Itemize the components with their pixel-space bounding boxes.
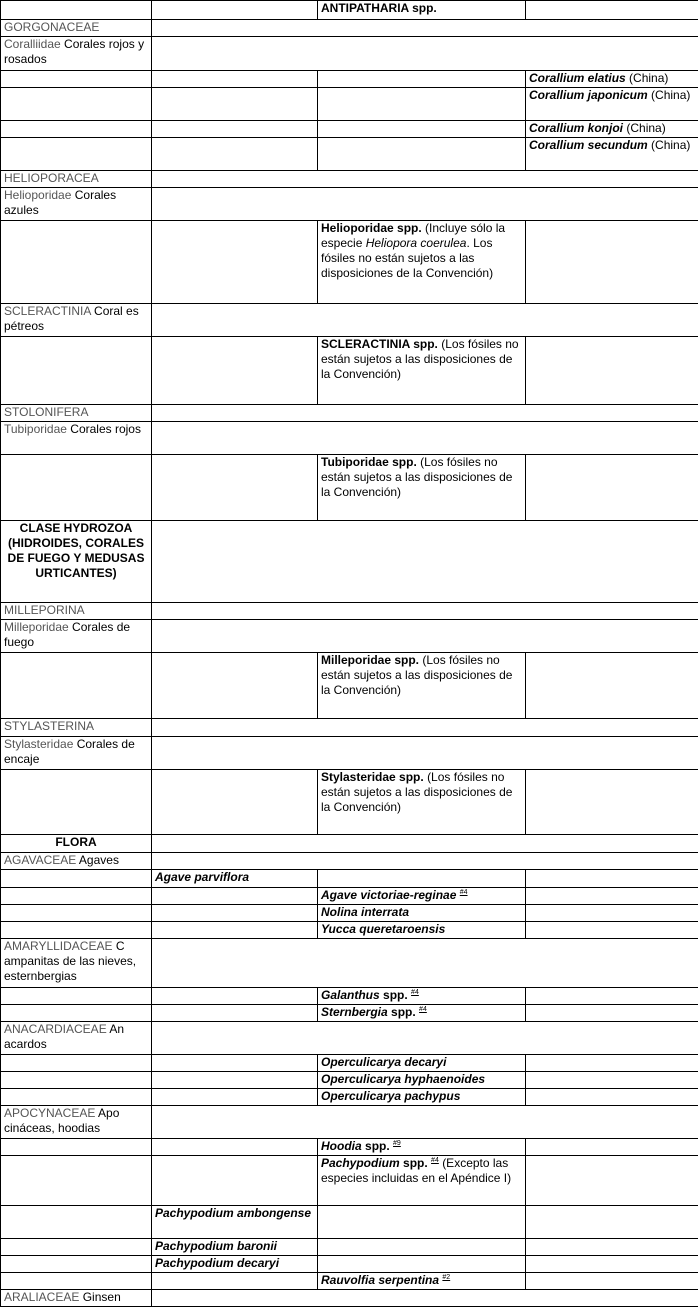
listing-cell — [318, 770, 526, 835]
table-row — [1, 653, 698, 719]
table-row — [1, 603, 698, 620]
family-name: Stylasteridae — [4, 737, 73, 751]
family-name: Milleporidae — [4, 620, 69, 634]
annotation-ref[interactable]: #4 — [419, 1006, 427, 1013]
table-row — [1, 304, 698, 337]
species-name: Yucca queretaroensis — [321, 922, 445, 936]
order-name: MILLEPORINA — [1, 603, 152, 620]
table-row — [1, 737, 698, 770]
species-name: Rauvolfia serpentina — [321, 1273, 439, 1287]
species-name: Pachypodium — [321, 1156, 400, 1170]
table-row — [1, 171, 698, 188]
table-row — [1, 1055, 698, 1072]
order-name: GORGONACEAE — [1, 20, 152, 37]
species-name: Corallium konjoi — [529, 121, 623, 135]
common-name: Ginsen — [83, 1290, 121, 1304]
annotation-text: (Excepto las especies incluidas en el Apéndice I) — [321, 1156, 511, 1185]
common-name: An acardos — [4, 1022, 124, 1051]
common-name: Corales rojos y rosados — [4, 37, 144, 66]
species-name: Operculicarya decaryi — [321, 1055, 446, 1069]
common-name: Apo cináceas, hoodias — [4, 1106, 119, 1135]
taxon-name: Milleporidae spp. — [321, 653, 419, 667]
table-row — [1, 1239, 698, 1256]
table-row — [1, 521, 698, 603]
listing-cell — [318, 653, 526, 719]
species-name: Pachypodium ambongense — [155, 1206, 311, 1220]
taxon-name: ANTIPATHARIA spp. — [321, 1, 437, 15]
table-row — [1, 853, 698, 870]
table-row — [1, 221, 698, 304]
country-note: (China) — [626, 121, 665, 135]
family-name: APOCYNACEAE — [4, 1106, 95, 1120]
order-name: SCLERACTINIA — [4, 304, 91, 318]
table-row — [1, 719, 698, 737]
annotation-ref[interactable]: #2 — [442, 1274, 450, 1281]
family-name: Tubiporidae — [4, 422, 67, 436]
listing-cell — [318, 455, 526, 521]
common-name: Corales de encaje — [4, 737, 135, 766]
family-name: AMARYLLIDACEAE — [4, 939, 113, 953]
table-row — [1, 138, 698, 171]
class-heading: CLASE HYDROZOA (HIDROIDES, CORALES DE FUEGO Y MEDUSAS URTICANTES) — [8, 521, 145, 580]
spp-suffix: spp. — [383, 988, 408, 1002]
annotation-text: . Los fósiles no están sujetos a las disposiciones de la Convención) — [321, 236, 493, 280]
kingdom-heading: FLORA — [55, 835, 96, 849]
table-row — [1, 1, 698, 20]
table-row — [1, 121, 698, 138]
table-row — [1, 1005, 698, 1022]
order-name: STOLONIFERA — [1, 405, 152, 422]
table-row — [1, 1139, 698, 1156]
country-note: (China) — [651, 88, 690, 102]
taxon-name: Tubiporidae spp. — [321, 455, 417, 469]
taxon-name: Stylasteridae spp. — [321, 770, 424, 784]
table-row — [1, 337, 698, 405]
annotation-text: (Los fósiles no están sujetos a las disposiciones de la Convención) — [321, 455, 512, 499]
table-row — [1, 71, 698, 88]
species-name: Heliopora coerulea — [366, 236, 467, 250]
table-row — [1, 939, 698, 988]
table-row — [1, 88, 698, 121]
family-name: ANACARDIACEAE — [4, 1022, 107, 1036]
species-name: Corallium elatius — [529, 71, 626, 85]
common-name: Coral es pétreos — [4, 304, 139, 333]
annotation-text: (Los fósiles no están sujetos a las disposiciones de la Convención) — [321, 653, 512, 697]
taxon-name: Helioporidae spp. — [321, 221, 422, 235]
listing-cell — [318, 221, 526, 304]
species-name: Agave parviflora — [155, 870, 249, 884]
taxon-name: SCLERACTINIA spp. — [321, 337, 438, 351]
table-row — [1, 405, 698, 422]
annotation-text: (Los fósiles no están sujetos a las disposiciones de la Convención) — [321, 770, 512, 814]
table-row — [1, 455, 698, 521]
common-name: Corales azules — [4, 188, 116, 217]
table-row — [1, 37, 698, 71]
common-name: C ampanitas de las nieves, esternbergias — [4, 939, 136, 983]
species-name: Galanthus — [321, 988, 380, 1002]
family-name: AGAVACEAE — [4, 853, 76, 867]
table-row — [1, 870, 698, 888]
species-name: Operculicarya pachypus — [321, 1089, 460, 1103]
spp-suffix: spp. — [391, 1005, 416, 1019]
species-name: Operculicarya hyphaenoides — [321, 1072, 485, 1086]
species-name: Sternbergia — [321, 1005, 388, 1019]
common-name: Corales rojos — [70, 422, 141, 436]
spp-suffix: spp. — [403, 1156, 428, 1170]
annotation-text: (Los fósiles no están sujetos a las disposiciones de la Convención) — [321, 337, 519, 381]
species-name: Corallium japonicum — [529, 88, 648, 102]
country-note: (China) — [651, 138, 690, 152]
family-name: Helioporidae — [4, 188, 71, 202]
annotation-text: (Incluye sólo la especie — [321, 221, 505, 250]
spp-suffix: spp. — [365, 1139, 390, 1153]
table-row — [1, 1206, 698, 1239]
country-note: (China) — [629, 71, 668, 85]
common-name: Corales de fuego — [4, 620, 130, 649]
listing-cell — [318, 1156, 526, 1206]
table-row — [1, 905, 698, 922]
order-name: STYLASTERINA — [1, 719, 152, 737]
family-name: ARALIACEAE — [4, 1290, 79, 1304]
table-row — [1, 835, 698, 853]
table-row — [1, 188, 698, 221]
table-row — [1, 988, 698, 1005]
table-row — [1, 1156, 698, 1206]
table-row — [1, 1072, 698, 1089]
species-name: Pachypodium baronii — [155, 1239, 277, 1253]
table-row — [1, 922, 698, 939]
species-name: Pachypodium decaryi — [155, 1256, 279, 1270]
family-name: Coralliidae — [4, 37, 61, 51]
table-row — [1, 422, 698, 455]
listing-cell — [318, 337, 526, 405]
table-row — [1, 1106, 698, 1139]
species-name: Corallium secundum — [529, 138, 648, 152]
table-row — [1, 1273, 698, 1290]
table-row — [1, 1022, 698, 1055]
annotation-ref[interactable]: #4 — [431, 1157, 439, 1164]
table-row — [1, 620, 698, 653]
table-row — [1, 888, 698, 905]
table-row — [1, 1290, 698, 1307]
order-name: HELIOPORACEA — [1, 171, 152, 188]
table-row — [1, 1089, 698, 1106]
species-name: Hoodia — [321, 1139, 362, 1153]
annotation-ref[interactable]: #9 — [393, 1140, 401, 1147]
table-row — [1, 1256, 698, 1273]
table-row — [1, 20, 698, 37]
common-name: Agaves — [79, 853, 119, 867]
annotation-ref[interactable]: #4 — [460, 889, 468, 896]
species-name: Agave victoriae-reginae — [321, 888, 456, 902]
species-name: Nolina interrata — [321, 905, 409, 919]
table-row — [1, 770, 698, 835]
annotation-ref[interactable]: #4 — [411, 989, 419, 996]
